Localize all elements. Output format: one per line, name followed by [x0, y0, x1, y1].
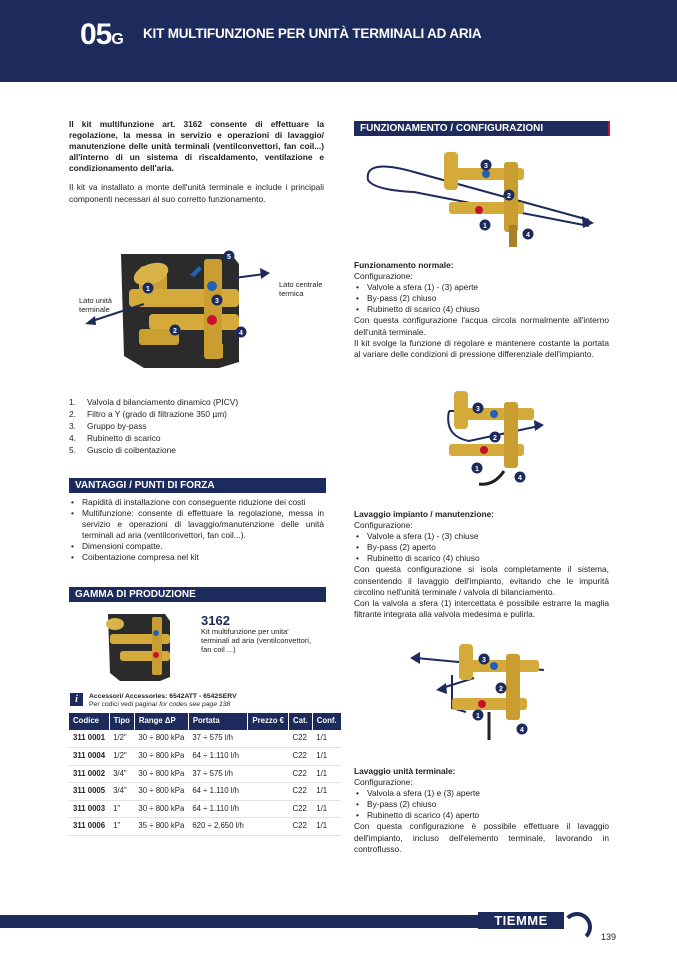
list-item: 2. Filtro a Y (grado di filtrazione 350 µm) [69, 409, 227, 419]
mode-paragraph: Con questa configurazione è possibile effettuare il lavaggio dell'impianto, incluso dell'elemento terminale, lavorando in controflusso. [354, 821, 609, 854]
advantages-list [69, 497, 324, 564]
section-letter: G [111, 31, 124, 48]
list-item: • Valvola a sfera (1) e (3) aperte [354, 788, 609, 799]
valve-diagram-terminal-washing [354, 640, 610, 752]
brand-ring-icon [562, 912, 592, 942]
svg-text:1: 1 [476, 713, 480, 720]
mode-subheading: Configurazione: [354, 271, 413, 282]
svg-text:4: 4 [520, 727, 524, 734]
brand-logo: TIEMME [478, 912, 564, 929]
list-item: • Multifunzione: consente di effettuare la regolazione, messa in servizio e operazioni di lavaggio/manutenzione delle unità terminali ad aria (ventilconvettori, fan coil...). [69, 508, 324, 541]
svg-text:1: 1 [146, 286, 150, 293]
col-header: Cat. [289, 713, 313, 730]
list-item: • By-pass (2) chiuso [354, 799, 609, 810]
list-item: • Coibentazione compresa nel kit [69, 552, 324, 563]
svg-text:2: 2 [507, 193, 511, 200]
col-header: Conf. [312, 713, 341, 730]
kit-thumbnail-illustration [90, 609, 195, 684]
svg-text:3: 3 [484, 163, 488, 170]
mode-config-list [354, 282, 609, 315]
list-item: • Rubinetto di scarico (4) chiuso [354, 553, 609, 564]
svg-text:4: 4 [526, 232, 530, 239]
label-central-side: Lato centrale termica [279, 280, 323, 298]
svg-text:1: 1 [475, 466, 479, 473]
mode-paragraph: Con questa configurazione l'acqua circola normalmente all'interno dell'unità terminale. [354, 315, 609, 337]
component-list [69, 397, 324, 457]
advantages-title: VANTAGGI / PUNTI DI FORZA [69, 478, 326, 493]
list-item: • Dimensioni compatte. [69, 541, 324, 552]
article-description: Kit multifunzione per unita' terminali ad aria (ventilconvettori, fan coil ...) [201, 627, 312, 654]
svg-text:2: 2 [173, 328, 177, 335]
list-item: • Rapidità di installazione con conseguente riduzione dei costi [69, 497, 324, 508]
list-item: 5. Guscio di coibentazione [69, 445, 176, 455]
col-header: Portata [188, 713, 248, 730]
article-number: 3162 [201, 613, 230, 628]
mode-heading: Lavaggio impianto / manutenzione: [354, 509, 495, 519]
list-item: • Rubinetto di scarico (4) aperto [354, 810, 609, 821]
svg-text:1: 1 [483, 223, 487, 230]
table-row: 311 0005 3/4" 30 ÷ 800 kPa 64 ÷ 1.110 l/h C22 1/1 [69, 783, 341, 801]
product-thumbnail [90, 609, 195, 684]
col-header: Range ΔP [134, 713, 188, 730]
table-row: 311 0001 1/2" 30 ÷ 800 kPa 37 ÷ 575 l/h C22 1/1 [69, 730, 341, 748]
list-item: • Valvole a sfera (1) - (3) chiuse [354, 531, 609, 542]
intro-text [69, 119, 324, 213]
table-row: 311 0002 3/4" 30 ÷ 800 kPa 37 ÷ 575 l/h C22 1/1 [69, 765, 341, 783]
list-item: • By-pass (2) aperto [354, 542, 609, 553]
info-icon: i [70, 693, 83, 706]
diagram-system-washing [354, 386, 610, 496]
mode-paragraph: Il kit svolge la funzione di regolare e mantenere costante la portata al variare delle condizioni di pressione differenziale dell'impianto. [354, 337, 609, 359]
codes-note: Per codici vedi pagina/ for codes see page 138 [89, 701, 231, 708]
intro-paragraph: Il kit va installato a monte dell'unità terminale e include i principali componenti necessari al suo corretto funzionamento. [69, 182, 324, 204]
list-item: 3. Gruppo by-pass [69, 421, 147, 431]
range-title: GAMMA DI PRODUZIONE [69, 587, 326, 602]
page-title: KIT MULTIFUNZIONE PER UNITÀ TERMINALI AD ARIA [143, 26, 482, 41]
mode-terminal-washing [354, 766, 609, 855]
table-row: 311 0006 1" 35 ÷ 800 kPa 620 ÷ 2.650 l/h C22 1/1 [69, 818, 341, 836]
svg-text:4: 4 [239, 330, 243, 337]
diagram-terminal-washing [354, 640, 610, 752]
operation-title: FUNZIONAMENTO / CONFIGURAZIONI [354, 121, 610, 136]
col-header: Prezzo € [248, 713, 289, 730]
table-header-row [69, 713, 341, 730]
mode-paragraph: Con questa configurazione si isola completamente il sistema, consentendo il lavaggio dell'impianto, evitando che le impurità circolino nell'unità terminale / valvola di bilanciamento. [354, 564, 609, 597]
mode-subheading: Configurazione: [354, 520, 413, 531]
mode-heading: Funzionamento normale: [354, 260, 454, 270]
col-header: Tipo [109, 713, 134, 730]
valve-diagram-normal [354, 140, 610, 255]
product-table [69, 713, 342, 836]
svg-text:2: 2 [493, 435, 497, 442]
mode-paragraph: Con la valvola a sfera (1) intercettata è possibile estrarre la maglia filtrante integrata alla valvola medesima e pulirla. [354, 597, 609, 619]
col-header: Codice [69, 713, 109, 730]
main-product-diagram [69, 244, 334, 379]
footer-bar [0, 915, 480, 928]
svg-text:4: 4 [518, 475, 522, 482]
svg-text:5: 5 [227, 254, 231, 261]
mode-subheading: Configurazione: [354, 777, 413, 788]
list-item: • Valvole a sfera (1) - (3) aperte [354, 282, 609, 293]
svg-text:3: 3 [482, 657, 486, 664]
label-terminal-side: Lato unità terminale [79, 296, 112, 314]
mode-config-list [354, 531, 609, 564]
section-number: 05G [80, 18, 124, 51]
valve-diagram-system-washing [354, 386, 610, 496]
accessories-text: Accessori/ Accessories: 6542ATT - 6542SERV [89, 693, 237, 700]
mode-heading: Lavaggio unità terminale: [354, 766, 456, 776]
list-item: • Rubinetto di scarico (4) chiuso [354, 304, 609, 315]
list-item: 4. Rubinetto di scarico [69, 433, 161, 443]
svg-text:3: 3 [476, 406, 480, 413]
list-item: • By-pass (2) chiuso [354, 293, 609, 304]
diagram-normal-operation [354, 140, 610, 255]
table-row: 311 0004 1/2" 30 ÷ 800 kPa 64 ÷ 1.110 l/h C22 1/1 [69, 748, 341, 766]
mode-normal [354, 260, 609, 360]
svg-text:2: 2 [499, 686, 503, 693]
svg-text:3: 3 [215, 298, 219, 305]
page-number: 139 [601, 932, 617, 942]
table-row: 311 0003 1" 30 ÷ 800 kPa 64 ÷ 1.110 l/h C22 1/1 [69, 800, 341, 818]
list-item: 1. Valvola d bilanciamento dinamico (PICV) [69, 397, 239, 407]
mode-config-list [354, 788, 609, 821]
mode-system-washing [354, 509, 609, 620]
intro-paragraph-bold: Il kit multifunzione art. 3162 consente di effettuare la regolazione, la messa in servizio e operazioni di lavaggio/ manutenzione delle unità terminali (ventilconvettori, fan coil...) all'interno di un sistema di riscaldamento, ventilazione e condizionamento dell'aria. [69, 119, 324, 174]
